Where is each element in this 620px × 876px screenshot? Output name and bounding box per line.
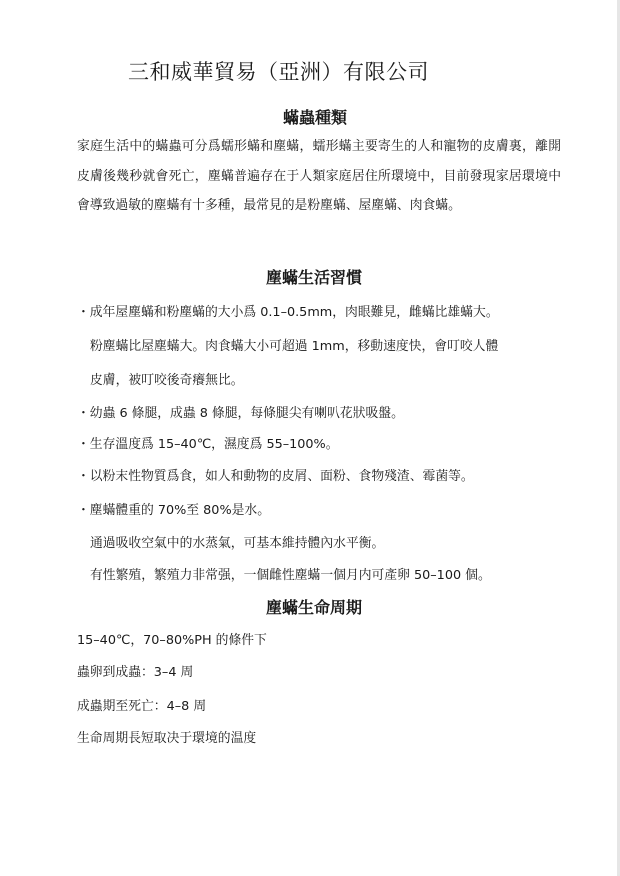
section-heading-mite-types: 蟎蟲種類 [282, 108, 347, 127]
lifecycle-line-2: 蟲卵到成蟲：3–4 周 [77, 665, 194, 680]
mite-types-paragraph: 家庭生活中的蟎蟲可分爲蠕形蟎和塵蟎，蠕形蟎主要寄生的人和寵物的皮膚裏，離開皮膚後幾秒就會死亡，塵蟎普遍存在于人類家庭居住所環境中，目前發現家居環境中會導致過敏的塵蟎有十多種，最常見的是粉塵蟎、屋塵蟎、肉食蟎。 [77, 139, 561, 213]
habits-line-2: 粉塵蟎比屋塵蟎大。肉食蟎大小可超過 1mm，移動速度快，會叮咬人體 [90, 339, 499, 354]
habits-line-4: ・幼蟲 6 條腿，成蟲 8 條腿，每條腿尖有喇叭花狀吸盤。 [77, 406, 404, 421]
lifecycle-line-3: 成蟲期至死亡：4–8 周 [77, 699, 207, 714]
lifecycle-line-4: 生命周期長短取决于環境的温度 [77, 731, 257, 746]
section-heading-life-cycle: 塵蟎生命周期 [265, 598, 362, 617]
habits-line-9: 有性繁殖，繁殖力非常强，一個雌性塵蟎一個月内可產卵 50–100 個。 [90, 568, 491, 583]
habits-line-3: 皮膚，被叮咬後奇癢無比。 [90, 373, 244, 388]
habits-line-6: ・以粉末性物質爲食，如人和動物的皮屑、面粉、食物殘渣、霉菌等。 [77, 469, 474, 484]
habits-line-7: ・塵蟎體重的 70%至 80%是水。 [77, 503, 270, 518]
company-title: 三和威華貿易（亞洲）有限公司 [128, 60, 429, 84]
habits-line-5: ・生存溫度爲 15–40℃，濕度爲 55–100%。 [77, 437, 339, 452]
section-heading-dust-mite-habits: 塵蟎生活習慣 [265, 268, 362, 287]
lifecycle-line-1: 15–40℃，70–80%PH 的條件下 [77, 633, 267, 648]
habits-line-1: ・成年屋塵蟎和粉塵蟎的大小爲 0.1–0.5mm，肉眼難見，雌蟎比雄蟎大。 [77, 305, 499, 320]
habits-line-8: 通過吸收空氣中的水蒸氣，可基本維持體內水平衡。 [90, 536, 385, 551]
